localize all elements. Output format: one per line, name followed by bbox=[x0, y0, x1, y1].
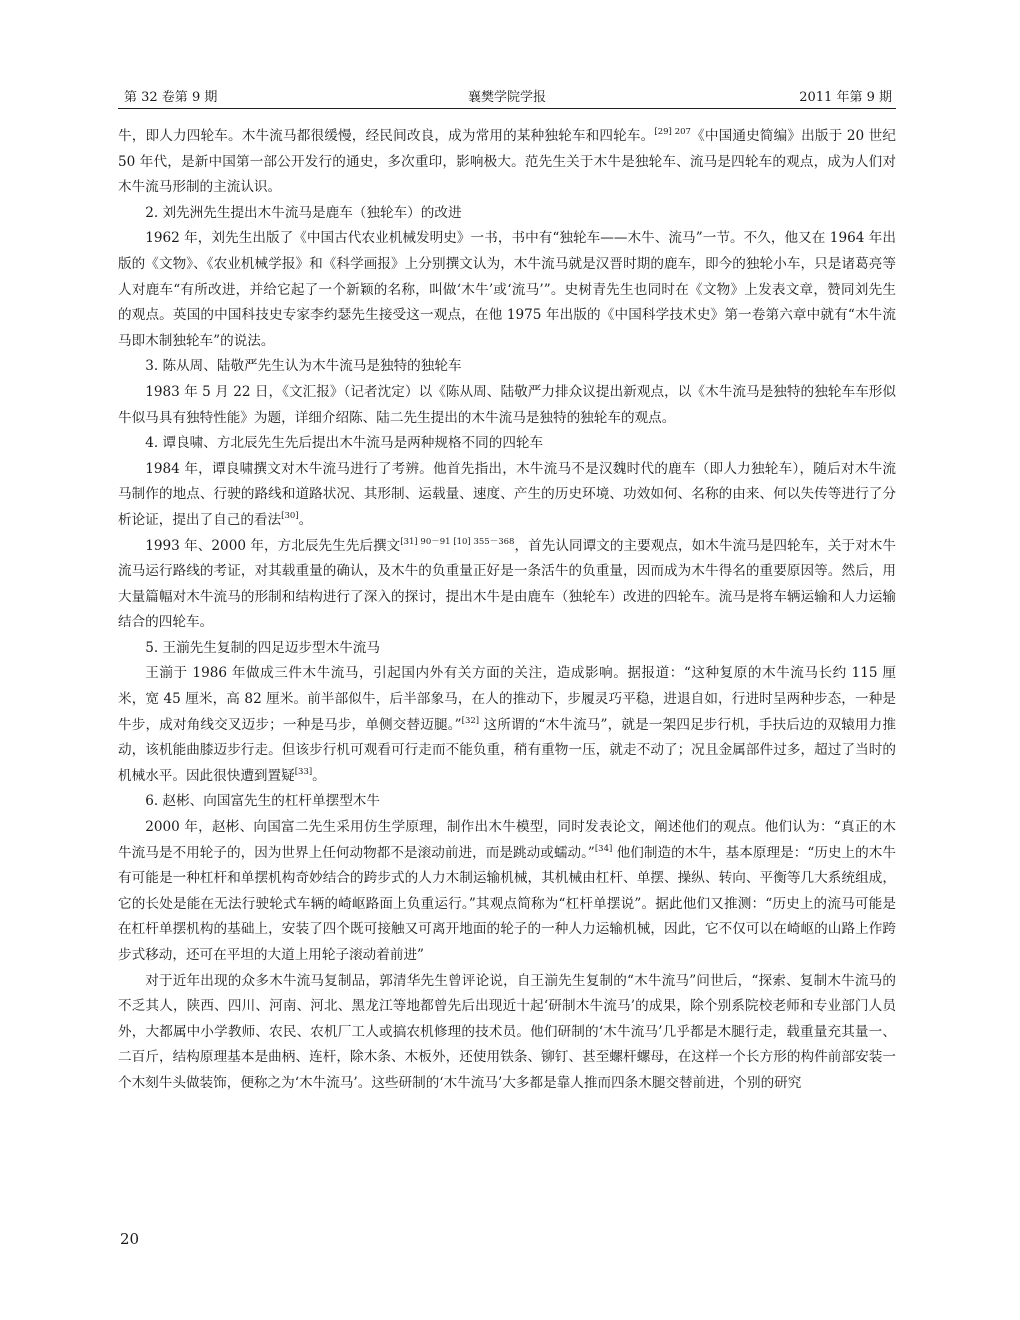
paragraph-3: 1983 年 5 月 22 日，《文汇报》（记者沈定）以《陈从周、陆敬严力排众议提出新观点，以《木牛流马是独特的独轮车车形似牛似马具有独特性能》为题，详细介绍陈、陆二先生提出的木牛流马是独特的独轮车的观点。 bbox=[118, 383, 896, 426]
page-number: 20 bbox=[120, 1230, 140, 1248]
journal-page bbox=[118, 78, 896, 1278]
section-heading-2: 2. 刘先洲先生提出木牛流马是鹿车（独轮车）的改进 bbox=[145, 204, 462, 221]
paragraph-1: 牛，即人力四轮车。木牛流马都很缓慢，经民间改良，成为常用的某种独轮车和四轮车。$^{[29] 207}$《中国通史简编》出版于 20 世纪 50 年代，是新中国第一部公开发行的通史，多次重印，影响极大。范先生关于木牛是独轮车、流马是四轮车的观点，成为人们对木牛流马形制的主流认识。 bbox=[118, 127, 897, 196]
citation: [33] bbox=[294, 766, 313, 777]
header-rule bbox=[118, 108, 896, 109]
section-heading-3: 3. 陈从周、陆敬严先生认为木牛流马是独特的独轮车 bbox=[145, 358, 462, 375]
citation: [30] bbox=[281, 510, 299, 521]
paragraph-2: 1962 年，刘先生出版了《中国古代农业机械发明史》一书，书中有“独轮车——木牛、流马”一节。不久，他又在 1964 年出版的《文物》、《农业机械学报》和《科学画报》上分别撰文认为，木牛流马就是汉晋时期的鹿车，即今的独轮小车，只是诸葛亮等人对鹿车“有所改进，并给它起了一个新颖的名称，叫做‘木牛’或‘流马’”。史树青先生也同时在《文物》上发表文章，赞同刘先生的观点。英国的中国科技史专家李约瑟先生接受这一观点，在他 1975 年出版的《中国科学技术史》第一卷第六章中就有“木牛流马即木制独轮车”的说法。 bbox=[118, 230, 896, 349]
section-heading-5: 5. 王湔先生复制的四足迈步型木牛流马 bbox=[145, 639, 380, 656]
paragraph-5: 1993 年、2000 年，方北辰先生先后撰文$^{[31] 90-91 [10] 355-368}$，首先认同谭文的主要观点，如木牛流马是四轮车，关于对木牛流马运行路线的考证，对其载重量的确认，及木牛的负重量正好是一条活牛的负重量，因而成为木牛得名的重要原因等。然后，用大量篇幅对木牛流马的形制和结构进行了深入的探讨，提出木牛是由鹿车（独轮车）改进的四轮车。流马是将车辆运输和人力运输结合的四轮车。 bbox=[118, 536, 896, 631]
header-year-issue: 2011 年第 9 期 bbox=[799, 90, 892, 105]
citation: [34] bbox=[594, 843, 613, 854]
article-body bbox=[118, 124, 896, 1097]
paragraph-7: 2000 年，赵彬、向国富二先生采用仿生学原理，制作出木牛模型，同时发表论文，阐述他们的观点。他们认为：“真正的木牛流马是不用轮子的，因为世界上任何动物都不是滚动前进，而是跳动或蠕动。”[34] 他们制造的木牛，基本原理是：“历史上的木牛有可能是一种杠杆和单摆机构奇妙结合的跨步式的人力木制运输机械，其机械由杠杆、单摆、操纵、转向、平衡等几大系统组成，它的长处是能在无法行驶轮式车辆的崎岖路面上负重运行。”其观点简称为“杠杆单摆说”。据此他们又推测：“历史上的流马可能是在杠杆单摆机构的基础上，安装了四个既可接触又可离开地面的轮子的一种人力运输机械，因此，它不仅可以在崎岖的山路上作跨步式移动，还可在平坦的大道上用轮子滚动着前进” bbox=[118, 819, 896, 963]
running-header bbox=[118, 78, 896, 108]
citation: [32] bbox=[461, 715, 480, 726]
paragraph-8: 对于近年出现的众多木牛流马复制品，郭清华先生曾评论说，自王湔先生复制的“木牛流马”问世后，“探索、复制木牛流马的不乏其人，陕西、四川、河南、河北、黑龙江等地都曾先后出现近十起‘研制木牛流马’的成果，除个别系院校老师和专业部门人员外，大都属中小学教师、农民、农机厂工人或搞农机修理的技术员。他们研制的‘木牛流马’几乎都是木腿行走，载重量充其量一、二百斤，结构原理基本是曲柄、连杆，除木条、木板外，还使用铁条、铆钉、甚至螺杆螺母，在这样一个长方形的构件前部安装一个木刻牛头做装饰，便称之为‘木牛流马’。这些研制的‘木牛流马’大多都是靠人推而四条木腿交替前进，个别的研究 bbox=[118, 972, 896, 1091]
header-volume-issue: 第 32 卷第 9 期 bbox=[124, 90, 218, 105]
paragraph-6: 王湔于 1986 年做成三件木牛流马，引起国内外有关方面的关注，造成影响。据报道：“这种复原的木牛流马长约 115 厘米，宽 45 厘米，高 82 厘米。前半部似牛，后半部象马，在人的推动下，步履灵巧平稳，进退自如，行进时呈两种步态，一种是牛步，成对角线交叉迈步；一种是马步，单侧交替迈腿。”[32] 这所谓的“木牛流马”，就是一架四足步行机，手扶后边的双辕用力推动，该机能曲膝迈步行走。但该步行机可观看可行走而不能负重，稍有重物一压，就走不动了；况且金属部件过多，超过了当时的机械水平。因此很快遭到置疑[33]。 bbox=[118, 665, 897, 784]
section-heading-4: 4. 谭良啸、方北辰先生先后提出木牛流马是两种规格不同的四轮车 bbox=[145, 435, 544, 452]
citation: [29] 207 bbox=[654, 127, 691, 137]
paragraph-4: 1984 年，谭良啸撰文对木牛流马进行了考辨。他首先指出，木牛流马不是汉魏时代的鹿车（即人力独轮车），随后对木牛流马制作的地点、行驶的路线和道路状况、其形制、运载量、速度、产生的历史环境、功效如何、名称的由来、何以失传等进行了分析论证，提出了自己的看法[30]。 bbox=[118, 460, 896, 528]
header-journal-title: 襄樊学院学报 bbox=[467, 90, 546, 105]
section-heading-6: 6. 赵彬、向国富先生的杠杆单摆型木牛 bbox=[145, 793, 380, 810]
citation: [31] 90－91 [10] 355－368 bbox=[400, 536, 515, 547]
